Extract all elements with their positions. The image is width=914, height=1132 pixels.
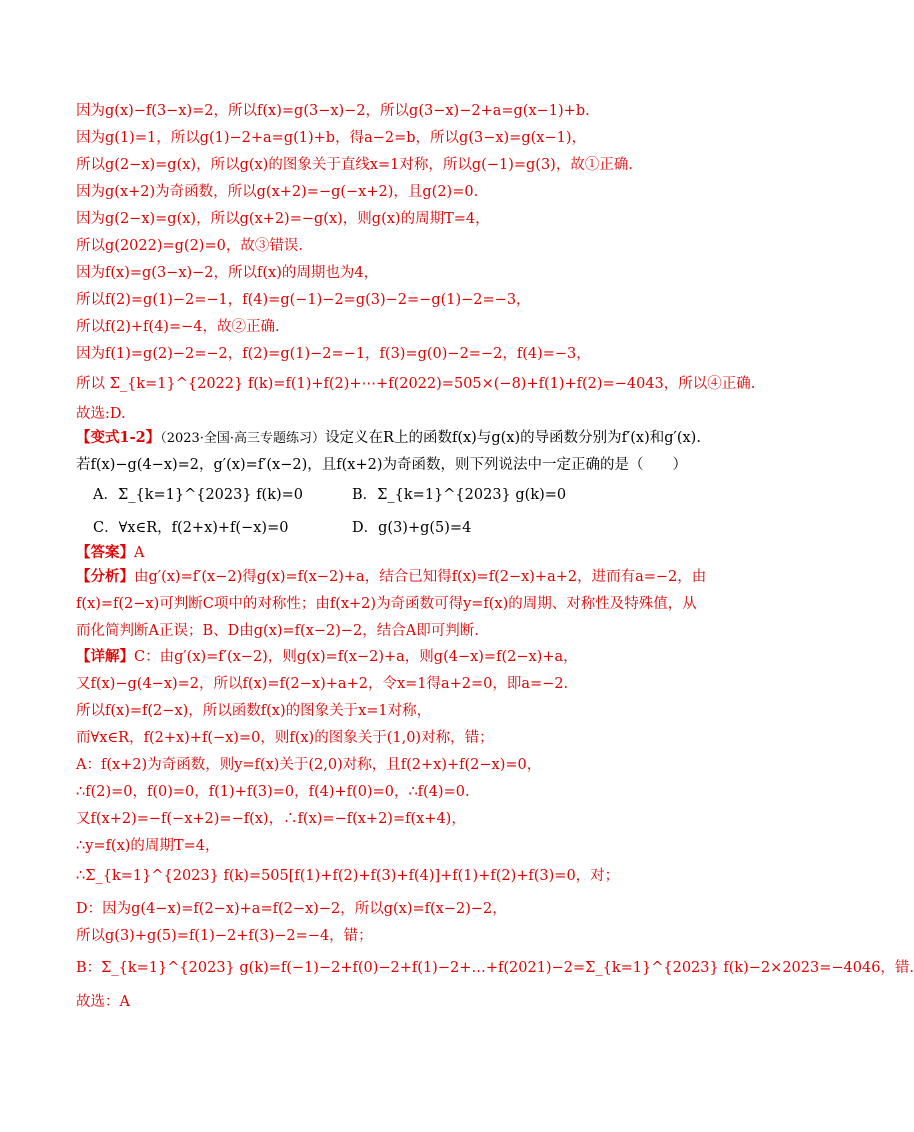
detail-line: ∴f(2)=0，f(0)=0，f(1)+f(3)=0，f(4)+f(0)=0，∴f(4)=0. <box>76 784 470 800</box>
question-tag: 【变式1-2】 <box>76 429 161 446</box>
question-stem <box>76 428 756 449</box>
solution-line: 所以g(2022)=g(2)=0，故③错误. <box>76 238 303 254</box>
solution-line: 所以f(2)=g(1)−2=−1，f(4)=g(−1)−2=g(3)−2=−g(1)−2=−3， <box>76 292 531 308</box>
detail-text: C：由g′(x)=f′(x−2)，则g(x)=f(x−2)+a，则g(4−x)=f(2−x)+a， <box>134 649 578 665</box>
solution-line: 所以 Σ_{k=1}^{2022} f(k)=f(1)+f(2)+⋯+f(2022)=505×(−8)+f(1)+f(2)=−4043，所以④正确. <box>76 376 756 392</box>
answer-value: A <box>134 545 145 561</box>
detail-line: 所以f(x)=f(2−x)，所以函数f(x)的图象关于x=1对称， <box>76 703 432 719</box>
detail-line: 所以g(3)+g(5)=f(1)−2+f(3)−2=−4，错； <box>76 928 373 944</box>
detail-line <box>76 647 756 667</box>
detail-line: ∴Σ_{k=1}^{2023} f(k)=505[f(1)+f(2)+f(3)+f(4)]+f(1)+f(2)+f(3)=0，对； <box>76 868 620 884</box>
analysis-line: f(x)=f(2−x)可判断C项中的对称性；由f(x+2)为奇函数可得y=f(x)的周期、对称性及特殊值，从 <box>76 596 697 612</box>
answer-tag: 【答案】 <box>76 544 134 561</box>
question-source: （2023·全国·高三专题练习） <box>160 431 326 446</box>
detail-line: 又f(x)−g(4−x)=2，所以f(x)=f(2−x)+a+2，令x=1得a+2=0，即a=−2. <box>76 676 569 692</box>
analysis-text: 由g′(x)=f′(x−2)得g(x)=f(x−2)+a，结合已知得f(x)=f(2−x)+a+2，进而有a=−2，由 <box>134 569 707 585</box>
option-b: B．Σ_{k=1}^{2023} g(k)=0 <box>352 487 567 503</box>
solution-line: 因为g(2−x)=g(x)，所以g(x+2)=−g(x)，则g(x)的周期T=4， <box>76 211 490 227</box>
analysis-tag: 【分析】 <box>76 568 134 585</box>
detail-line: ∴y=f(x)的周期T=4， <box>76 838 220 854</box>
solution-choice: 故选:D. <box>76 406 126 422</box>
solution-line: 因为g(x)−f(3−x)=2，所以f(x)=g(3−x)−2，所以g(3−x)−2+a=g(x−1)+b. <box>76 103 590 119</box>
detail-line: 而∀x∈R，f(2+x)+f(−x)=0，则f(x)的图象关于(1,0)对称，错； <box>76 730 494 746</box>
question-stem-text: 设定义在R上的函数f(x)与g(x)的导函数分别为f′(x)和g′(x). <box>325 430 701 446</box>
detail-line: A：f(x+2)为奇函数，则y=f(x)关于(2,0)对称，且f(2+x)+f(2−x)=0， <box>76 757 542 773</box>
solution-line: 因为g(1)=1，所以g(1)−2+a=g(1)+b，得a−2=b，所以g(3−x)=g(x−1)， <box>76 130 586 146</box>
solution-line: 因为f(1)=g(2)−2=−2，f(2)=g(1)−2=−1，f(3)=g(0)−2=−2，f(4)=−3， <box>76 346 591 362</box>
solution-line: 因为f(x)=g(3−x)−2，所以f(x)的周期也为4， <box>76 265 379 281</box>
option-a: A．Σ_{k=1}^{2023} f(k)=0 <box>93 487 304 503</box>
detail-tag: 【详解】 <box>76 648 134 665</box>
answer-line <box>76 543 756 563</box>
question-stem-line2: 若f(x)−g(4−x)=2，g′(x)=f′(x−2)，且f(x+2)为奇函数，则下列说法中一定正确的是（ ） <box>76 457 688 473</box>
detail-line: 又f(x+2)=−f(−x+2)=−f(x)，∴f(x)=−f(x+2)=f(x+4)， <box>76 811 466 827</box>
analysis-line <box>76 567 756 587</box>
option-d: D．g(3)+g(5)=4 <box>352 520 472 536</box>
analysis-line: 而化简判断A正误；B、D由g(x)=f(x−2)−2，结合A即可判断. <box>76 623 479 639</box>
detail-line: B：Σ_{k=1}^{2023} g(k)=f(−1)−2+f(0)−2+f(1)−2+…+f(2021)−2=Σ_{k=1}^{2023} f(k)−2×2023=−4046，错. <box>76 960 914 976</box>
detail-line: D：因为g(4−x)=f(2−x)+a=f(2−x)−2，所以g(x)=f(x−2)−2， <box>76 901 507 917</box>
solution-line: 所以f(2)+f(4)=−4，故②正确. <box>76 319 280 335</box>
detail-choice: 故选：A <box>76 994 130 1010</box>
option-c: C．∀x∈R，f(2+x)+f(−x)=0 <box>93 520 289 536</box>
solution-line: 所以g(2−x)=g(x)，所以g(x)的图象关于直线x=1对称，所以g(−1)=g(3)，故①正确. <box>76 157 633 173</box>
solution-line: 因为g(x+2)为奇函数，所以g(x+2)=−g(−x+2)，且g(2)=0. <box>76 184 479 200</box>
